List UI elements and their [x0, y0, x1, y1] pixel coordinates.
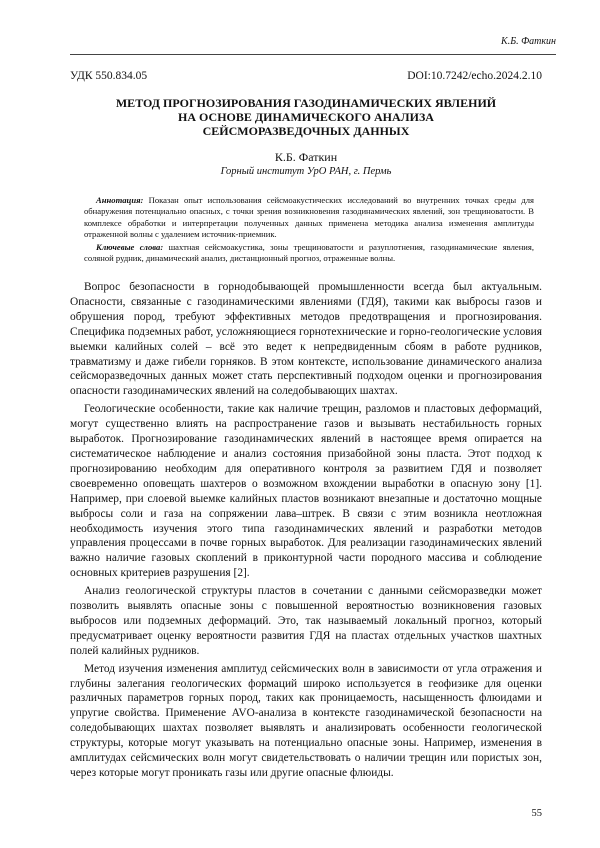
udc-code: УДК 550.834.05	[70, 70, 148, 82]
abstract	[84, 195, 534, 241]
keywords-label: Ключевые слова:	[96, 241, 164, 252]
abstract-block	[84, 195, 534, 264]
article-title	[70, 96, 542, 138]
keywords-text: шахтная сейсмоакустика, зоны трещиноватости и разуплотнения, газодинамические явления, соляной рудник, динамический анализ, дистанционный прогноз, отраженные волны.	[84, 241, 534, 264]
title-line: НА ОСНОВЕ ДИНАМИЧЕСКОГО АНАЛИЗА	[178, 110, 434, 124]
doi: DOI:10.7242/echo.2024.2.10	[407, 70, 542, 82]
running-head: К.Б. Фаткин	[501, 36, 556, 47]
keywords	[84, 242, 534, 265]
page-number: 55	[531, 808, 542, 819]
author-name: К.Б. Фаткин	[274, 150, 338, 164]
body-text	[70, 280, 542, 784]
abstract-text: Показан опыт использования сейсмоакустических исследований во внутренних точках среды для обнаружения потенциально опасных, с точки зрения возникновения газодинамических явлений, зон трещиноватости. В комплексе обработки и интерпретации полученных данных применена методика анализа изменения амплитуды отраженной волны с удалением источник-приемник.	[84, 195, 534, 240]
title-line: МЕТОД ПРОГНОЗИРОВАНИЯ ГАЗОДИНАМИЧЕСКИХ ЯВЛЕНИЙ	[115, 96, 497, 110]
paragraph: Анализ геологической структуры пластов в сочетании с данными сейсморазведки может позволить выявлять опасные зоны с повышенной вероятностью возникновения газовых выбросов или подземных деформаций. Это, так называемый локальный прогноз, который предусматривает оценку вероятности развития ГДЯ на пластах отдельных участков шахтных полей калийных рудников.	[70, 585, 542, 657]
title-line: СЕЙСМОРАЗВЕДОЧНЫХ ДАННЫХ	[202, 124, 410, 138]
paragraph: Вопрос безопасности в горнодобывающей промышленности всегда был актуальным. Опасности, связанные с газодинамическими явлениями (ГДЯ), такими как выбросы газов и обрушения пород, требуют эффективных методов предотвращения и прогнозирования. Специфика подземных работ, усложняющиеся горнотехнические и горно-геологические условия выемки калийных солей – всё это ведет к непредвиденным сбоям в работе рудников, травматизму и даже гибели горняков. В этом контексте, использование динамического анализа сейсморазведочных данных может стать перспективный подходом оценки и прогнозирования опасности газодинамических явлений на соледобывающих шахтах.	[70, 281, 542, 398]
paragraph: Метод изучения изменения амплитуд сейсмических волн в зависимости от угла отражения и глубины залегания геологических формаций широко используется в геофизике для оценки различных параметров горных пород, таких как проницаемость, насыщенность флюидами и упругие свойства. Применение AVO-анализа в контексте газодинамической безопасности на соледобывающих шахтах позволяет выявлять и анализировать особенности геологической структуры, которые могут указывать на потенциально опасные зоны. Например, изменения в амплитудах сейсмических волн могут свидетельствовать о наличии трещин или пористых зон, через которые могут проникать газы или другие опасные флюиды.	[70, 662, 542, 779]
header-rule	[70, 54, 556, 55]
abstract-label: Аннотация:	[96, 195, 144, 205]
meta-row	[70, 70, 542, 82]
author-affiliation: Горный институт УрО РАН, г. Пермь	[220, 166, 392, 177]
paragraph: Геологические особенности, такие как наличие трещин, разломов и пластовых деформаций, могут существенно влиять на распространение газов и вызывать нестабильность горных выработок. Прогнозирование газодинамических явлений в настоящее время опирается на систематическое наблюдение и анализ состояния призабойной зоны пласта. Этот подход к прогнозированию необходим для оперативного контроля за развитием ГДЯ и позволяет своевременно оповещать шахтеров о возможном вхождении выработки в опасную зону [1]. Например, при слоевой выемке калийных пластов возникают внезапные и достаточно мощные выбросы соли и газа на сопряжении лава–штрек. В связи с этим возникла неотложная необходимость изучения этого типа газодинамических явлений и разработки методов управления процессами в почве горных выработок. Для реализации газодинамических явлений важно наличие газовых скоплений в приконтурной части породного массива и соблюдение основных критериев разрушения [2].	[70, 403, 542, 580]
